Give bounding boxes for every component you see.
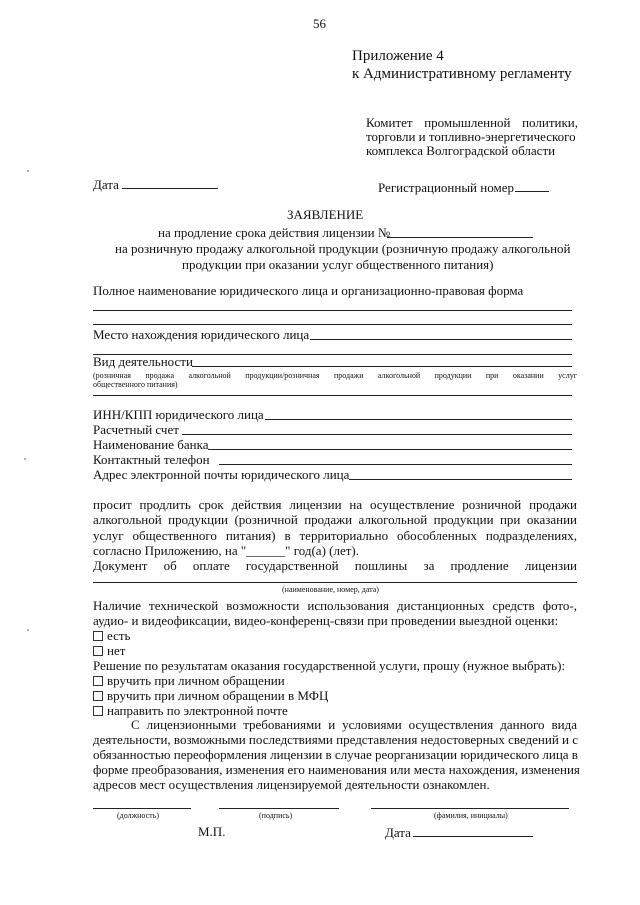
committee-line-2: торговли и топливно-энергетического (366, 129, 576, 144)
appendix-title: Приложение 4 (352, 48, 444, 64)
scan-speck (27, 629, 29, 631)
stamp-label: М.П. (198, 824, 226, 839)
signature-field[interactable] (219, 808, 339, 809)
remote-option-no-label: нет (107, 643, 126, 658)
subtitle-line-1: на продление срока действия лицензии № (158, 225, 391, 240)
bank-input[interactable] (208, 449, 572, 450)
reg-number-field[interactable] (515, 191, 549, 192)
remote-line-2: аудио- и видеофиксации, видео-конференц-связи при проведении выездной оценки: (93, 613, 559, 628)
request-line-3: услуг общественного питания) в территориально обособленных подразделениях, (93, 528, 577, 543)
inn-kpp-label: ИНН/КПП юридического лица (93, 407, 264, 422)
decision-option-3-label: направить по электронной почте (107, 703, 288, 718)
ack-line-4: форме преобразования, изменения его наименования или места нахождения, изменения (93, 762, 580, 777)
payment-document-hint: (наименование, номер, дата) (282, 585, 379, 594)
full-name-sign-field[interactable] (371, 808, 569, 809)
checkbox-mfc[interactable] (93, 691, 103, 701)
position-hint: (должность) (117, 811, 159, 820)
full-name-input-2[interactable] (93, 324, 572, 325)
scan-speck (27, 170, 29, 172)
sign-date-label: Дата (385, 825, 411, 840)
full-name-input-1[interactable] (93, 310, 572, 311)
remote-option-no[interactable] (93, 643, 125, 658)
date-label: Дата (93, 177, 119, 192)
ack-line-3: обязанностью переоформления лицензии в случае реорганизации юридического лица в (93, 747, 578, 762)
remote-line-1: Наличие технической возможности использования дистанционных средств фото-, (93, 598, 577, 613)
checkbox-personal[interactable] (93, 676, 103, 686)
ack-line-1: С лицензионными требованиями и условиями осуществления данного вида (131, 717, 577, 732)
phone-label: Контактный телефон (93, 452, 210, 467)
sign-date-field[interactable] (413, 836, 533, 837)
payment-document-input[interactable] (93, 582, 577, 583)
activity-hint-2: общественного питания) (93, 380, 178, 389)
ack-line-2: деятельности, возможными последствиями представления недостоверных сведений и с (93, 732, 579, 747)
license-number-field[interactable] (387, 237, 533, 238)
appendix-regulation: к Административному регламенту (352, 66, 572, 82)
activity-input[interactable] (192, 366, 572, 367)
position-field[interactable] (93, 808, 191, 809)
location-label: Место нахождения юридического лица (93, 327, 310, 342)
activity-hint-1: (розничная продажа алкогольной продукции/розничная продажи алкогольной продукции при оказании услуг (93, 371, 577, 380)
phone-input[interactable] (219, 464, 572, 465)
email-input[interactable] (349, 479, 572, 480)
location-input-1[interactable] (310, 339, 572, 340)
remote-option-yes[interactable] (93, 628, 130, 643)
activity-input-2[interactable] (93, 395, 572, 396)
decision-option-1[interactable] (93, 673, 285, 688)
inn-kpp-input[interactable] (265, 419, 572, 420)
date-field[interactable] (122, 188, 218, 189)
activity-label: Вид деятельности (93, 354, 193, 369)
decision-label: Решение по результатам оказания государственной услуги, прошу (нужное выбрать): (93, 658, 566, 673)
checkbox-yes[interactable] (93, 631, 103, 641)
scan-speck (24, 458, 26, 460)
bank-label: Наименование банка (93, 437, 209, 452)
signature-hint: (подпись) (259, 811, 293, 820)
subtitle-line-2: на розничную продажу алкогольной продукции (розничную продажу алкогольной (115, 241, 571, 256)
request-line-1: просит продлить срок действия лицензии на осуществление розничной продажи (93, 497, 577, 512)
decision-option-2[interactable] (93, 688, 328, 703)
account-input[interactable] (182, 434, 572, 435)
email-label: Адрес электронной почты юридического лица (93, 467, 350, 482)
reg-number-label: Регистрационный номер (378, 180, 514, 195)
checkbox-no[interactable] (93, 646, 103, 656)
ack-line-5: адресов мест осуществления лицензируемой деятельности ознакомлен. (93, 777, 490, 792)
document-title: ЗАЯВЛЕНИЕ (287, 207, 364, 222)
request-line-4: согласно Приложению, на "______" год(а) (лет). (93, 543, 360, 558)
decision-option-3[interactable] (93, 703, 288, 718)
decision-option-2-label: вручить при личном обращении в МФЦ (107, 688, 329, 703)
payment-document-label: Документ об оплате государственной пошлины за продление лицензии (93, 558, 577, 573)
checkbox-email[interactable] (93, 706, 103, 716)
subtitle-line-3: продукции при оказании услуг общественного питания) (182, 257, 494, 272)
committee-line-1: Комитет промышленной политики, (366, 115, 578, 130)
full-name-sign-hint: (фамилия, инициалы) (434, 811, 508, 820)
request-line-2: алкогольной продукции (розничной продажи алкогольной продукции при оказании (93, 512, 577, 527)
decision-option-1-label: вручить при личном обращении (107, 673, 285, 688)
page-number: 56 (313, 16, 326, 31)
account-label: Расчетный счет (93, 422, 179, 437)
full-name-label: Полное наименование юридического лица и организационно-правовая форма (93, 283, 524, 298)
committee-line-3: комплекса Волгоградской области (366, 143, 556, 158)
remote-option-yes-label: есть (107, 628, 131, 643)
